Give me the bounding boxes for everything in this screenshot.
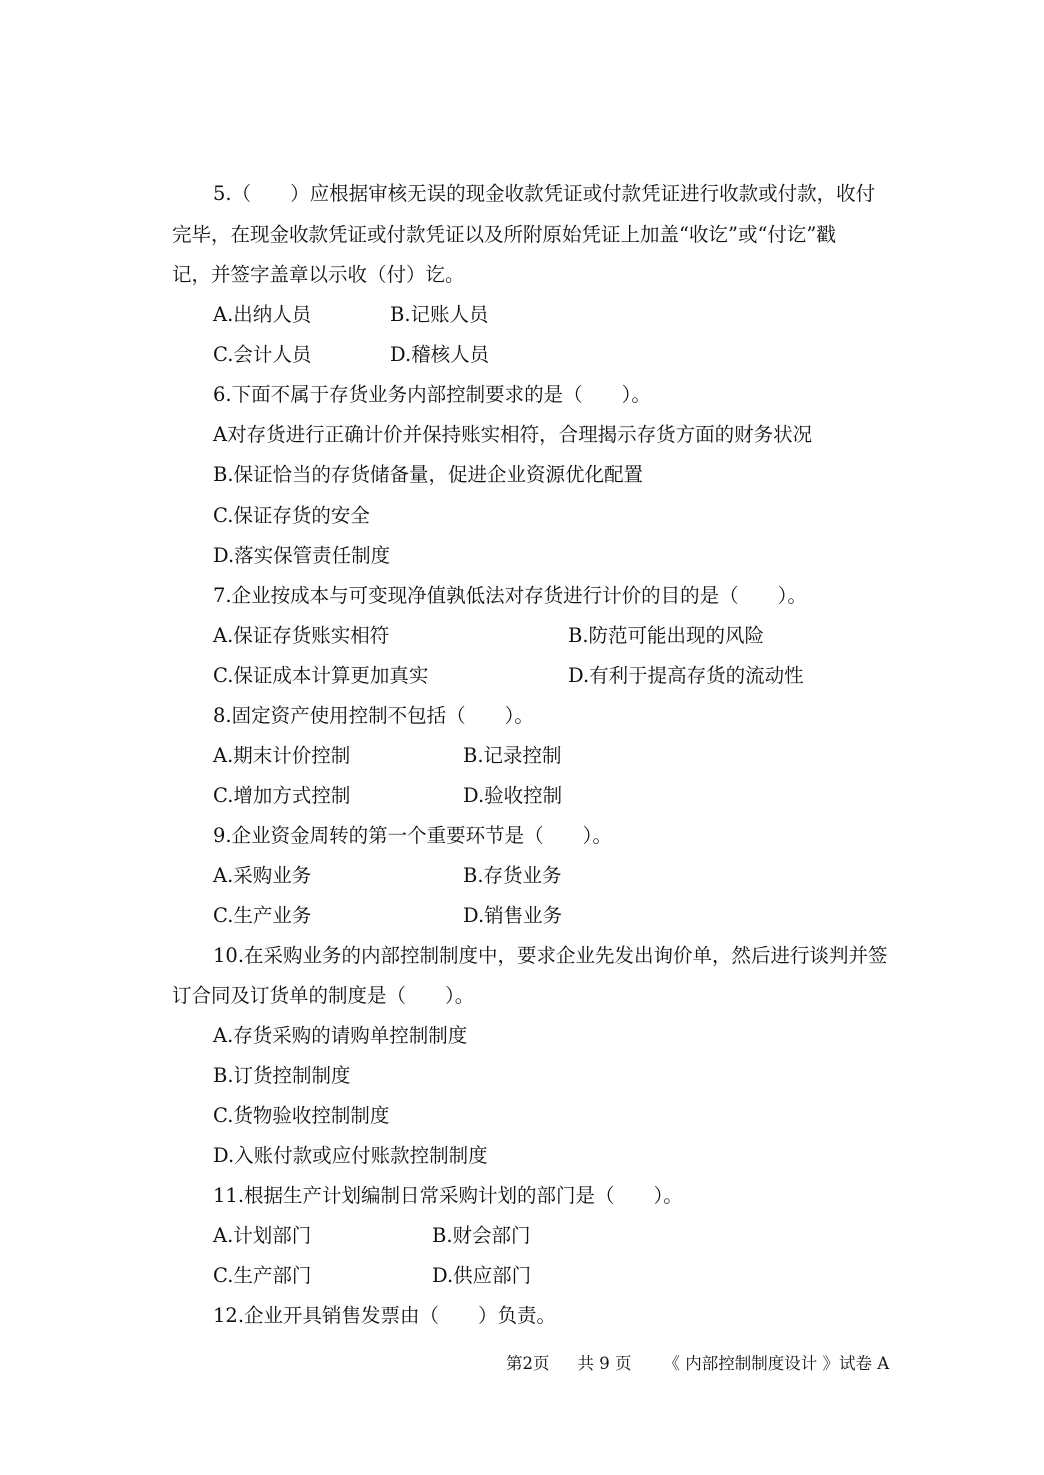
footer-page-number: 第2页: [506, 1354, 550, 1373]
question-10-line-2: 订合同及订货单的制度是（ ）。: [172, 984, 475, 1007]
question-11-option-a: A.计划部门: [213, 1224, 312, 1247]
question-10-option-c: C.货物验收控制制度: [213, 1104, 390, 1127]
question-6-option-d: D.落实保管责任制度: [213, 544, 391, 567]
question-9-line-1: 9.企业资金周转的第一个重要环节是（ ）。: [213, 824, 612, 847]
question-10-option-b: B.订货控制制度: [213, 1064, 351, 1087]
question-8-option-a: A.期末计价控制: [213, 744, 351, 767]
question-5-line-2: 完毕，在现金收款凭证或付款凭证以及所附原始凭证上加盖“收讫”或“付讫”戳: [172, 223, 836, 246]
question-7-option-b: B.防范可能出现的风险: [568, 624, 765, 647]
page-footer: [506, 1352, 889, 1376]
question-6-option-b: B.保证恰当的存货储备量，促进企业资源优化配置: [213, 463, 644, 486]
question-9-option-d: D.销售业务: [463, 904, 563, 927]
footer-exam-title: 《 内部控制制度设计 》试卷 A: [663, 1354, 890, 1373]
question-7-option-d: D.有利于提高存货的流动性: [568, 664, 804, 687]
question-8-option-d: D.验收控制: [463, 784, 563, 807]
question-10-option-d: D.入账付款或应付账款控制制度: [213, 1144, 488, 1167]
question-11-option-c: C.生产部门: [213, 1264, 312, 1287]
question-11-line-1: 11.根据生产计划编制日常采购计划的部门是（ ）。: [213, 1184, 683, 1207]
question-11-option-d: D.供应部门: [432, 1264, 532, 1287]
footer-total-pages: 共 9 页: [577, 1354, 632, 1373]
question-10-line-1: 10.在采购业务的内部控制制度中，要求企业先发出询价单，然后进行谈判并签: [213, 944, 888, 967]
question-7-option-c: C.保证成本计算更加真实: [213, 664, 429, 687]
question-7-line-1: 7.企业按成本与可变现净值孰低法对存货进行计价的目的是（ ）。: [213, 584, 807, 607]
question-9-option-c: C.生产业务: [213, 904, 312, 927]
question-6-option-c: C.保证存货的安全: [213, 504, 370, 527]
question-8-option-c: C.增加方式控制: [213, 784, 351, 807]
question-7-option-a: A.保证存货账实相符: [213, 624, 390, 647]
question-9-option-b: B.存货业务: [463, 864, 562, 887]
question-5-option-d: D.稽核人员: [390, 343, 490, 366]
question-5-line-3: 记，并签字盖章以示收（付）讫。: [172, 263, 465, 286]
question-6-line-1: 6.下面不属于存货业务内部控制要求的是（ ）。: [213, 383, 651, 406]
question-5-option-c: C.会计人员: [213, 343, 312, 366]
question-9-option-a: A.采购业务: [213, 864, 312, 887]
question-11-option-b: B.财会部门: [432, 1224, 531, 1247]
question-12-line-1: 12.企业开具销售发票由（ ）负责。: [213, 1304, 557, 1327]
question-6-option-a: A对存货进行正确计价并保持账实相符，合理揭示存货方面的财务状况: [213, 423, 813, 446]
question-5-option-a: A.出纳人员: [213, 303, 312, 326]
question-8-option-b: B.记录控制: [463, 744, 562, 767]
question-5-option-b: B.记账人员: [390, 303, 489, 326]
question-10-option-a: A.存货采购的请购单控制制度: [213, 1024, 468, 1047]
question-8-line-1: 8.固定资产使用控制不包括（ ）。: [213, 704, 534, 727]
question-5-line-1: 5.（ ）应根据审核无误的现金收款凭证或付款凭证进行收款或付款，收付: [213, 182, 876, 205]
